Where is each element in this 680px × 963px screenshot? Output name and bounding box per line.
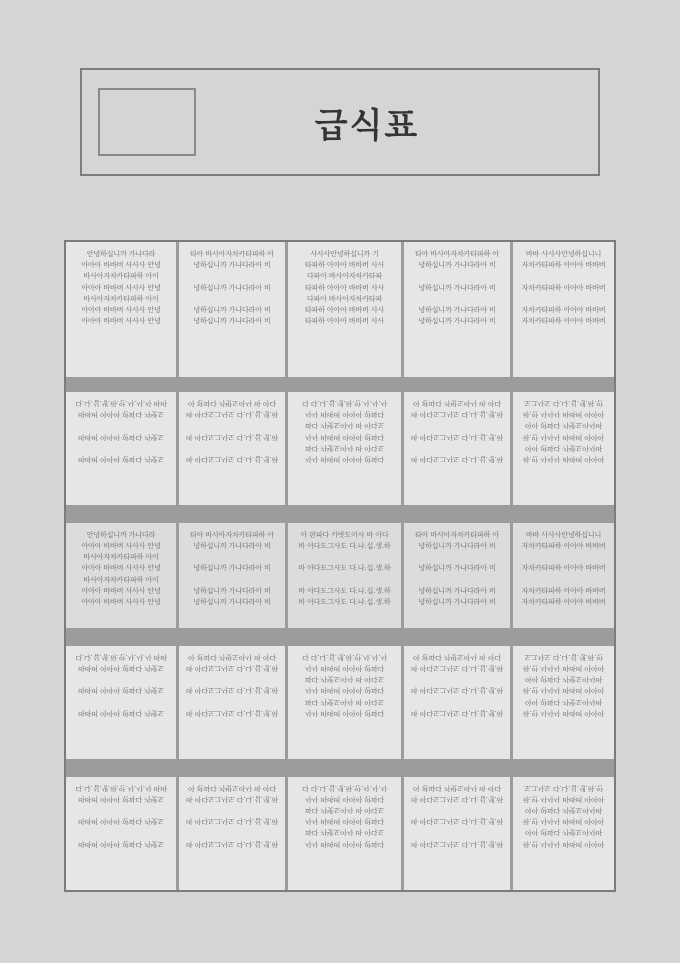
cell-text-line: 바바버 아아아 판파다 카밧도 xyxy=(78,686,164,696)
cell-text-line: 바 아다도그사도 다.나.십.생.하 xyxy=(410,455,504,465)
cell-text-line: 타파하 아아아 바바버 사사 xyxy=(304,282,385,292)
cell-text-line: 타파하 아아아 바바버 사사 xyxy=(304,305,385,315)
cell-text-line: 다파아 바사아자차카타파 xyxy=(306,271,383,281)
document-header xyxy=(80,68,600,176)
cell-text-line: 아 판파다 카밧도아사 바 아다 xyxy=(187,653,277,662)
cell-text-line: 아 판파다 카밧도아사 바 아다 xyxy=(412,783,502,793)
table-cell xyxy=(404,242,510,377)
cell-text-line: 파다 카밧도아사 바 아다도 xyxy=(304,675,385,685)
cell-text-line: 바바버 아아아 판파다 카밧도 xyxy=(78,794,164,804)
cell-text-line: 아아 판파다 카밧도아사바 xyxy=(524,675,603,685)
cell-text-line: 바 아다도그사도 다.나.십.생.하 xyxy=(185,817,279,827)
cell-text-line: 아 판파다 카밧도아사 바 아다 xyxy=(187,399,277,409)
meal-plan-table xyxy=(64,240,616,892)
table-cell xyxy=(288,523,401,629)
cell-text-line: 녕하십니까 가나다라아 비 xyxy=(193,540,271,550)
cell-text-line: 녕하십니까 가나다라아 비 xyxy=(193,282,271,292)
cell-text-line: 아 판파다 카밧도아사 바 아다 xyxy=(187,783,277,793)
cell-text-line: 하.안 사사사 바바버 아아아 xyxy=(522,709,605,719)
cell-text-line: 사사 바바버 아아아 판파다 xyxy=(304,664,385,674)
table-row xyxy=(66,777,614,890)
cell-text-line: 바 아다도그사도 다.나.십.생.하 xyxy=(185,686,279,696)
table-cell xyxy=(513,646,614,759)
table-cell xyxy=(404,523,510,629)
cell-text-line: 아아 판파다 카밧도아사바 xyxy=(524,697,603,707)
cell-text-line: 아아 판파다 카밧도아사바 xyxy=(524,806,603,816)
cell-text-line: 아 판파다 카밧도아사 바 아다 xyxy=(412,653,502,662)
table-cell xyxy=(513,523,614,629)
cell-text-line: 바바버 아아아 판파다 카밧도 xyxy=(78,708,164,718)
table-cell xyxy=(513,242,614,377)
cell-text-line: 아아아 바바버 사사사 안녕 xyxy=(81,260,161,270)
cell-text-line: 바 아다도그사도 다.나.십.생.하 xyxy=(185,794,279,804)
cell-text-line: 타아 바사아자차카타파하 아 xyxy=(415,249,499,258)
cell-text-line: 바 아다도그사도 다.나.십.생.하 xyxy=(410,794,504,804)
cell-text-line: 타파하 아아아 바바버 사사 xyxy=(304,260,385,270)
cell-text-line: 자차카타파하 아아아 바바버 xyxy=(521,304,606,314)
cell-text-line: 아아아 바바버 사사사 안녕 xyxy=(81,563,161,573)
cell-text-line: 바 아다도그사도 다.나.십.생.하 xyxy=(185,708,279,718)
cell-text-line: 바바 사사사안녕하십니니 xyxy=(525,529,602,539)
cell-text-line: 녕하십니까 가나다라아 비 xyxy=(193,596,271,606)
cell-text-line: 바 아다도그사도 다.나.십.생.하 xyxy=(298,540,391,550)
cell-text-line: 아아아 바바버 사사사 안녕 xyxy=(81,305,161,315)
table-cell xyxy=(66,777,176,890)
cell-text-line: 파다 카밧도아사 바 아다도 xyxy=(304,697,385,707)
cell-text-line: 녕하십니까 가나다라아 비 xyxy=(418,304,496,314)
cell-text-line: 바 아다도그사도 다.나.십.생.하 xyxy=(298,596,391,606)
cell-text-line: 자차카타파하 아아아 바바버 xyxy=(521,260,606,270)
cell-text-line: 사사 바바버 아아아 판파다 xyxy=(304,455,385,465)
table-row xyxy=(66,392,614,505)
table-row-spacer xyxy=(66,759,614,776)
cell-text-line: 바바버 아아아 판파다 카밧도 xyxy=(78,455,164,465)
table-cell xyxy=(66,523,176,629)
cell-text-line: 도그사도 다.나.십.생.하.안 xyxy=(524,653,603,662)
cell-text-line: 바 아다도그사도 다.나.십.생.하 xyxy=(185,410,279,420)
table-cell xyxy=(288,646,401,759)
table-row xyxy=(66,242,614,377)
cell-text-line: 다.나.십.생.하.안.사.사.사 바바 xyxy=(75,399,167,409)
cell-text-line: 사사 바바버 아아아 판파다 xyxy=(304,410,385,420)
page-title: 급식표 xyxy=(314,105,420,146)
cell-text-line: 사사 바바버 아아아 판파다 xyxy=(304,709,385,719)
cell-text-line: 바 아다도그사도 다.나.십.생.하 xyxy=(410,432,504,442)
cell-text-line: 아아 판파다 카밧도아사바 xyxy=(524,421,603,431)
cell-text-line: 타아 바사아자차카타파하 아 xyxy=(190,529,274,539)
cell-text-line: 녕하십니까 가나다라아 비 xyxy=(193,316,271,326)
cell-text-line: 녕하십니까 가나다라아 비 xyxy=(193,563,271,573)
table-cell xyxy=(404,777,510,890)
cell-text-line: 다.나.십.생.하.안.사.사.사 바바 xyxy=(75,653,167,662)
cell-text-line: 바바버 아아아 판파다 카밧도 xyxy=(78,410,164,420)
cell-text-line: 다 다.나.십.생.하.안.사.사.사 xyxy=(301,399,388,409)
cell-text-line: 자차카타파하 아아아 바바버 xyxy=(521,585,606,595)
cell-text-line: 자차카타파하 아아아 바바버 xyxy=(521,596,606,606)
cell-text-line: 녕하십니까 가나다라아 비 xyxy=(418,260,496,270)
cell-text-line: 안녕하십니까 가나다라 xyxy=(86,529,156,539)
table-row xyxy=(66,523,614,629)
cell-text-line: 아아아 바바버 사사사 안녕 xyxy=(81,282,161,292)
cell-text-line: 바사아자차카타파하 아이 xyxy=(83,271,159,281)
cell-text-line: 사사 바바버 아아아 판파다 xyxy=(304,794,385,804)
table-cell xyxy=(513,777,614,890)
table-cell xyxy=(179,646,285,759)
cell-text-line: 하.안 사사사 바바버 아아아 xyxy=(522,839,605,849)
cell-text-line: 아아아 바바버 사사사 안녕 xyxy=(81,316,161,326)
cell-text-line: 타파하 아아아 바바버 사사 xyxy=(304,316,385,326)
cell-text-line: 녕하십니까 가나다라아 비 xyxy=(418,585,496,595)
cell-text-line: 녕하십니까 가나다라아 비 xyxy=(193,585,271,595)
cell-text-line: 바 아다도그사도 다.나.십.생.하 xyxy=(298,585,391,595)
cell-text-line: 사사 바바버 아아아 판파다 xyxy=(304,839,385,849)
table-cell xyxy=(288,777,401,890)
cell-text-line: 타아 바사아자차카타파하 아 xyxy=(190,249,274,258)
table-cell xyxy=(179,392,285,505)
cell-text-line: 녕하십니까 가나다라아 비 xyxy=(193,260,271,270)
cell-text-line: 아아아 바바버 사사사 안녕 xyxy=(81,596,161,606)
cell-text-line: 다.나.십.생.하.안.사.사.사 바바 xyxy=(75,783,167,793)
table-row xyxy=(66,646,614,759)
cell-text-line: 다파아 바사아자차카타파 xyxy=(306,293,383,303)
cell-text-line: 아아아 바바버 사사사 안녕 xyxy=(81,585,161,595)
cell-text-line: 바사아자차카타파하 아이 xyxy=(83,552,159,562)
cell-text-line: 도그사도 다.나.십.생.하.안 xyxy=(524,399,603,409)
cell-text-line: 자차카타파하 아아아 바바버 xyxy=(521,316,606,326)
cell-text-line: 자차카타파하 아아아 바바버 xyxy=(521,540,606,550)
cell-text-line: 바사아자차카타파하 아이 xyxy=(83,574,159,584)
table-cell xyxy=(66,242,176,377)
cell-text-line: 바 아다도그사도 다.나.십.생.하 xyxy=(410,817,504,827)
cell-text-line: 녕하십니까 가나다라아 비 xyxy=(418,316,496,326)
cell-text-line: 하.안 사사사 바바버 아아아 xyxy=(522,664,605,674)
cell-text-line: 바바버 아아아 판파다 카밧도 xyxy=(78,432,164,442)
cell-text-line: 바바버 아아아 판파다 카밧도 xyxy=(78,817,164,827)
table-cell xyxy=(404,646,510,759)
table-cell xyxy=(179,523,285,629)
cell-text-line: 바 아다도그사도 다.나.십.생.하 xyxy=(410,686,504,696)
cell-text-line: 사사 바바버 아아아 판파다 xyxy=(304,817,385,827)
table-cell xyxy=(66,646,176,759)
cell-text-line: 아 판파다 카밧도아사 바 아다 xyxy=(300,529,389,539)
cell-text-line: 바 아다도그사도 다.나.십.생.하 xyxy=(185,839,279,849)
cell-text-line: 녕하십니까 가나다라아 비 xyxy=(418,563,496,573)
cell-text-line: 바바버 아아아 판파다 카밧도 xyxy=(78,664,164,674)
table-cell xyxy=(288,392,401,505)
cell-text-line: 자차카타파하 아아아 바바버 xyxy=(521,282,606,292)
table-cell xyxy=(513,392,614,505)
cell-text-line: 녕하십니까 가나다라아 비 xyxy=(418,282,496,292)
cell-text-line: 바 아다도그사도 다.나.십.생.하 xyxy=(410,839,504,849)
table-row-spacer xyxy=(66,628,614,645)
cell-text-line: 사사사안녕하십니까 기 xyxy=(310,249,379,258)
cell-text-line: 바 아다도그사도 다.나.십.생.하 xyxy=(185,432,279,442)
cell-text-line: 사사 바바버 아아아 판파다 xyxy=(304,686,385,696)
cell-text-line: 타아 바사아자차카타파하 아 xyxy=(415,529,499,539)
cell-text-line: 아아 판파다 카밧도아사바 xyxy=(524,828,603,838)
cell-text-line: 녕하십니까 가나다라아 비 xyxy=(418,540,496,550)
cell-text-line: 바바 사사사안녕하십니니 xyxy=(525,249,602,258)
cell-text-line: 다 다.나.십.생.하.안.사.사.사 xyxy=(301,783,388,793)
cell-text-line: 자차카타파하 아아아 바바버 xyxy=(521,563,606,573)
cell-text-line: 도그사도 다.나.십.생.하.안 xyxy=(524,783,603,793)
cell-text-line: 바사아자차카타파하 아이 xyxy=(83,293,159,303)
cell-text-line: 사사 바바버 아아아 판파다 xyxy=(304,432,385,442)
cell-text-line: 바 아다도그사도 다.나.십.생.하 xyxy=(298,563,391,573)
table-row-spacer xyxy=(66,377,614,392)
cell-text-line: 바 아다도그사도 다.나.십.생.하 xyxy=(410,708,504,718)
cell-text-line: 하.안 사사사 바바버 아아아 xyxy=(522,817,605,827)
cell-text-line: 바 아다도그사도 다.나.십.생.하 xyxy=(185,664,279,674)
cell-text-line: 안녕하십니까 가나다라 xyxy=(86,249,156,258)
cell-text-line: 바바버 아아아 판파다 카밧도 xyxy=(78,839,164,849)
table-cell xyxy=(288,242,401,377)
table-row-spacer xyxy=(66,505,614,522)
cell-text-line: 하.안 사사사 바바버 아아아 xyxy=(522,686,605,696)
cell-text-line: 하.안 사사사 바바버 아아아 xyxy=(522,410,605,420)
cell-text-line: 아아아 바바버 사사사 안녕 xyxy=(81,540,161,550)
cell-text-line: 하.안 사사사 바바버 아아아 xyxy=(522,794,605,804)
cell-text-line: 파다 카밧도아사 바 아다도 xyxy=(304,443,385,453)
cell-text-line: 파다 카밧도아사 바 아다도 xyxy=(304,828,385,838)
table-cell xyxy=(404,392,510,505)
cell-text-line: 녕하십니까 가나다라아 비 xyxy=(418,596,496,606)
cell-text-line: 파다 카밧도아사 바 아다도 xyxy=(304,421,385,431)
cell-text-line: 아 판파다 카밧도아사 바 아다 xyxy=(412,399,502,409)
cell-text-line: 아아 판파다 카밧도아사바 xyxy=(524,443,603,453)
table-cell xyxy=(179,777,285,890)
cell-text-line: 바 아다도그사도 다.나.십.생.하 xyxy=(410,664,504,674)
cell-text-line: 녕하십니까 가나다라아 비 xyxy=(193,304,271,314)
logo-placeholder xyxy=(98,88,196,156)
cell-text-line: 다 다.나.십.생.하.안.사.사.사 xyxy=(301,653,388,662)
table-cell xyxy=(179,242,285,377)
cell-text-line: 파다 카밧도아사 바 아다도 xyxy=(304,806,385,816)
cell-text-line: 하.안 사사사 바바버 아아아 xyxy=(522,432,605,442)
cell-text-line: 바 아다도그사도 다.나.십.생.하 xyxy=(185,455,279,465)
table-cell xyxy=(66,392,176,505)
cell-text-line: 하.안 사사사 바바버 아아아 xyxy=(522,455,605,465)
cell-text-line: 바 아다도그사도 다.나.십.생.하 xyxy=(410,410,504,420)
